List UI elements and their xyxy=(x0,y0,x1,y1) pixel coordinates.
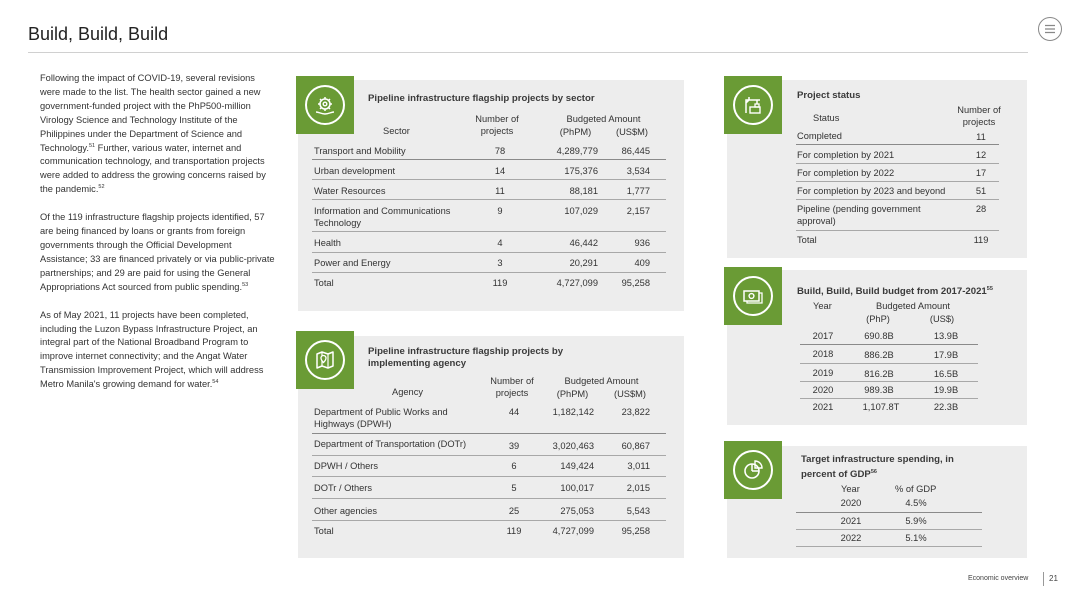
construction-crane-icon xyxy=(741,93,765,117)
body-text xyxy=(40,72,275,406)
row-divider xyxy=(312,231,666,232)
status-col-header: Status xyxy=(813,113,840,123)
table-cell: 13.9B xyxy=(933,331,959,341)
agency-budget-header: Budgeted Amount xyxy=(564,376,639,386)
row-divider xyxy=(796,512,982,513)
title-divider xyxy=(28,52,1028,53)
budget-php-header: (PhP) xyxy=(866,314,890,324)
table-cell: 5.1% xyxy=(905,533,927,543)
table-cell: 11 xyxy=(976,132,986,142)
table-cell: 23,822 xyxy=(621,407,650,417)
sector-php-header: (PhPM) xyxy=(559,127,592,137)
paragraph-1: Following the impact of COVID-19, several revisions were made to the list. The health sector gained a new government-funded project with the PhP500-million Virology Science and Technology Institute of the Philippines under the Department of Science and Technology.$^{51}$ Further, various water, internet and communication technology, and transportation projects were added to address the growing concerns raised by the pandemic.$^{52}$ xyxy=(40,73,266,195)
table-cell: 816.2B xyxy=(864,369,894,379)
table-cell: Total xyxy=(314,526,334,536)
table-cell: 51 xyxy=(975,186,987,196)
table-cell: 4.5% xyxy=(905,498,927,508)
table-cell: 4,289,779 xyxy=(556,146,598,156)
table-cell: 46,442 xyxy=(569,238,598,248)
table-cell: 6 xyxy=(511,461,517,471)
table-cell: Other agencies xyxy=(314,506,378,516)
table-cell: 409 xyxy=(634,258,650,268)
table-cell: 3,020,463 xyxy=(552,441,594,451)
row-divider xyxy=(312,159,666,160)
table-cell: 20,291 xyxy=(569,258,598,268)
money-icon xyxy=(741,284,765,308)
table-cell: Department of Public Works and Highways (DPWH) xyxy=(314,407,448,429)
map-pin-icon xyxy=(313,348,337,372)
table-cell: 2022 xyxy=(840,533,862,543)
table-cell: 95,258 xyxy=(621,526,650,536)
table-cell: 12 xyxy=(975,150,987,160)
agency-usd-header: (US$M) xyxy=(613,389,647,399)
table-cell: 886.2B xyxy=(864,350,894,360)
status-number-header: Number of projects xyxy=(957,105,1001,127)
table-cell: 78 xyxy=(494,146,506,156)
paragraph-2: Of the 119 infrastructure flagship projects identified, 57 are being financed by loans or grants from foreign governments through the Official Development Assistance; 33 are financed privately or via public-private partnerships; and 29 are paid for using the General Appropriations Act sourced from public spending.$^{53}$ xyxy=(40,212,275,292)
row-divider xyxy=(312,272,666,273)
table-cell: 39 xyxy=(508,441,520,451)
table-cell: 690.8B xyxy=(864,331,894,341)
row-divider xyxy=(312,252,666,253)
menu-button[interactable] xyxy=(1038,17,1062,41)
table-cell: 149,424 xyxy=(560,461,594,471)
row-divider xyxy=(796,230,999,231)
table-cell: 175,376 xyxy=(564,166,598,176)
footer-section-label: Economic overview xyxy=(968,575,1029,582)
table-cell: 17 xyxy=(975,168,987,178)
table-cell: 1,777 xyxy=(626,186,650,196)
agency-col-header: Agency xyxy=(392,387,424,397)
table-cell: 9 xyxy=(497,206,503,216)
table-cell: Health xyxy=(314,238,341,248)
row-divider xyxy=(796,199,999,200)
budget-usd-header: (US$) xyxy=(929,314,955,324)
table-cell: DOTr / Others xyxy=(314,483,373,493)
sector-col-header: Sector xyxy=(383,126,410,136)
budget-icon-badge xyxy=(724,267,782,325)
row-divider xyxy=(796,546,982,547)
table-cell: 28 xyxy=(975,204,987,214)
row-divider xyxy=(312,455,666,456)
sector-number-header: Number of projects xyxy=(475,114,519,136)
agency-number-header: Number of projects xyxy=(490,376,534,398)
agency-table-title: Pipeline infrastructure flagship projects by implementing agency xyxy=(368,346,564,369)
table-cell: 119 xyxy=(492,278,508,288)
row-divider xyxy=(800,344,978,345)
table-cell: Department of Transportation (DOTr) xyxy=(314,439,467,449)
table-cell: 5,543 xyxy=(626,506,650,516)
table-cell: 5 xyxy=(511,483,517,493)
page-number: 21 xyxy=(1049,574,1058,583)
table-cell: 11 xyxy=(495,186,505,196)
budget-table-title: Build, Build, Build budget from 2017-2021$^{55}$ xyxy=(797,286,993,298)
table-cell: 2,157 xyxy=(626,206,650,216)
table-cell: 4,727,099 xyxy=(556,278,598,288)
table-cell: 275,053 xyxy=(560,506,594,516)
sector-usd-header: (US$M) xyxy=(615,127,649,137)
table-cell: 1,107.8T xyxy=(862,402,900,412)
agency-icon-badge xyxy=(296,331,354,389)
row-divider xyxy=(796,529,982,530)
table-cell: Total xyxy=(797,235,817,245)
table-cell: 25 xyxy=(508,506,520,516)
budget-year-header: Year xyxy=(813,301,832,311)
table-cell: 1,182,142 xyxy=(552,407,594,417)
page-title: Build, Build, Build xyxy=(28,24,169,44)
sector-icon-badge xyxy=(296,76,354,134)
table-cell: Completed xyxy=(797,131,842,141)
table-cell: 3,011 xyxy=(627,461,650,471)
table-cell: Water Resources xyxy=(314,186,386,196)
table-cell: 989.3B xyxy=(864,385,894,395)
row-divider xyxy=(312,498,666,499)
sector-budget-header: Budgeted Amount xyxy=(566,114,641,124)
table-cell: 107,029 xyxy=(564,206,598,216)
table-cell: 2,015 xyxy=(626,483,650,493)
table-cell: 3,534 xyxy=(626,166,650,176)
table-cell: 4,727,099 xyxy=(552,526,594,536)
table-cell: 4 xyxy=(497,238,503,248)
gdp-icon-badge xyxy=(724,441,782,499)
table-cell: 16.5B xyxy=(933,369,959,379)
paragraph-3: As of May 2021, 11 projects have been completed, including the Luzon Bypass Infrastructure Project, an integral part of the National Broadband Program to improve internet connectivity; and the Angat Water Transmission Improvement Project, which will address Metro Manila's growing demand for water.$^{54}$ xyxy=(40,309,264,390)
hamburger-icon xyxy=(1044,24,1056,34)
status-icon-badge xyxy=(724,76,782,134)
table-cell: 60,867 xyxy=(621,441,650,451)
gdp-pct-header: % of GDP xyxy=(895,484,937,494)
table-cell: 119 xyxy=(506,526,522,536)
table-cell: 3 xyxy=(497,258,503,268)
status-table-title: Project status xyxy=(797,90,861,101)
table-cell: Transport and Mobility xyxy=(314,146,406,156)
table-cell: 2021 xyxy=(812,402,834,412)
table-cell: 936 xyxy=(634,238,650,248)
table-cell: 2021 xyxy=(840,516,862,526)
table-cell: 17.9B xyxy=(933,350,959,360)
pie-chart-icon xyxy=(741,458,765,482)
table-cell: 2019 xyxy=(812,368,834,378)
table-cell: 88,181 xyxy=(569,186,598,196)
gdp-table-title: Target infrastructure spending, in percent of GDP$^{56}$ xyxy=(801,454,954,481)
row-divider xyxy=(312,199,666,200)
table-cell: Total xyxy=(314,278,334,288)
table-cell: DPWH / Others xyxy=(314,461,379,471)
table-cell: For completion by 2023 and beyond xyxy=(797,186,946,196)
row-divider xyxy=(796,181,999,182)
footer-divider xyxy=(1043,572,1044,586)
sector-table-title: Pipeline infrastructure flagship projects by sector xyxy=(368,93,595,104)
row-divider xyxy=(312,433,666,434)
table-cell: 14 xyxy=(494,166,506,176)
table-cell: Power and Energy xyxy=(314,258,391,268)
table-cell: 119 xyxy=(973,235,989,245)
table-cell: 2020 xyxy=(812,385,834,395)
table-cell: Information and Communications Technology xyxy=(314,206,451,228)
row-divider xyxy=(796,163,999,164)
budget-amount-header: Budgeted Amount xyxy=(876,301,950,311)
table-cell: Pipeline (pending government approval) xyxy=(797,204,921,226)
gear-hands-icon xyxy=(313,93,337,117)
row-divider xyxy=(800,398,978,399)
row-divider xyxy=(796,144,999,145)
table-cell: 2020 xyxy=(840,498,862,508)
table-cell: For completion by 2022 xyxy=(797,168,895,178)
table-cell: 2017 xyxy=(812,331,834,341)
table-cell: 5.9% xyxy=(905,516,927,526)
row-divider xyxy=(800,363,978,364)
row-divider xyxy=(312,179,666,180)
table-cell: 44 xyxy=(508,407,520,417)
row-divider xyxy=(312,520,666,521)
table-cell: 95,258 xyxy=(621,278,650,288)
agency-php-header: (PhPM) xyxy=(556,389,589,399)
table-cell: Urban development xyxy=(314,166,396,176)
table-cell: For completion by 2021 xyxy=(797,150,895,160)
table-cell: 2018 xyxy=(812,349,834,359)
row-divider xyxy=(800,381,978,382)
table-cell: 19.9B xyxy=(933,385,959,395)
row-divider xyxy=(312,476,666,477)
table-cell: 86,445 xyxy=(621,146,650,156)
gdp-year-header: Year xyxy=(841,484,860,494)
table-cell: 22.3B xyxy=(933,402,959,412)
table-cell: 100,017 xyxy=(560,483,594,493)
